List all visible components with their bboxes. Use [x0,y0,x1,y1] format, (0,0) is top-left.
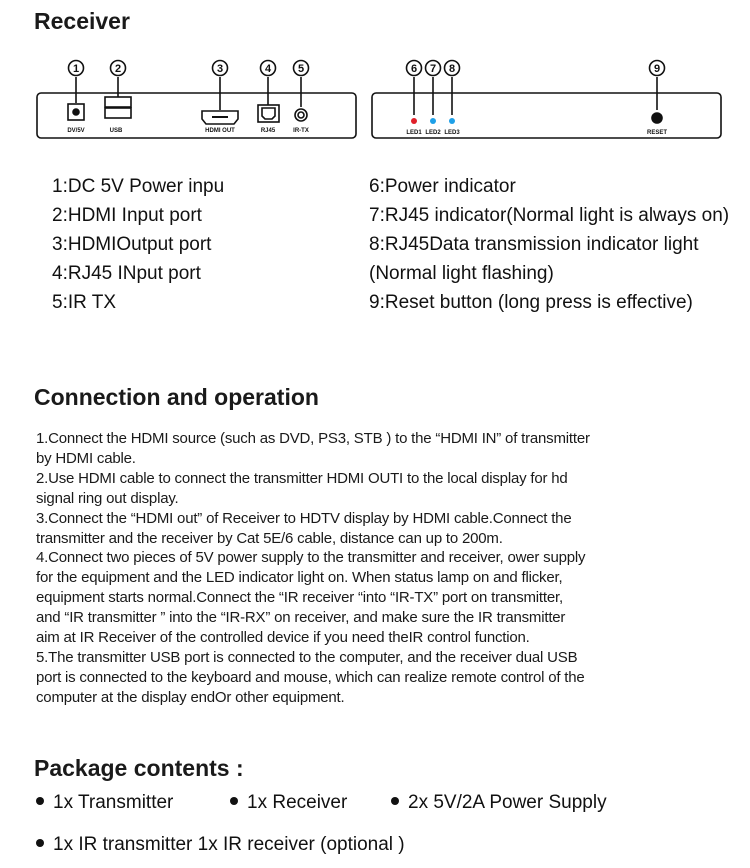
instruction-line: computer at the display endOr other equipment. [36,688,345,706]
legend-item: 2:HDMI Input port [52,205,202,226]
legend-item: 7:RJ45 indicator(Normal light is always on) [369,205,730,226]
instruction-line: port is connected to the keyboard and mouse, which can realize remote control of the [36,668,585,686]
instruction-line: aim at IR Receiver of the controlled device if you need theIR control function. [36,629,530,647]
package-item [36,834,405,856]
instruction-line: by HDMI cable. [36,449,136,467]
package-item-text: 1x IR transmitter 1x IR receiver (optional ) [53,834,405,855]
bullet-icon [391,797,399,805]
label-led2: LED2 [425,130,441,136]
legend-item: 5:IR TX [52,292,117,313]
port-label-hdmi: HDMI OUT [205,128,235,134]
reset-button-icon [652,113,662,123]
connection-heading: Connection and operation [34,384,319,410]
legend-item: 9:Reset button (long press is effective) [369,292,693,313]
bullet-icon [36,839,44,847]
ir-port-icon [295,109,307,121]
callout-7: 7 [429,63,437,75]
package-item [36,792,173,814]
legend-left [52,172,224,317]
port-label-rj45: RJ45 [260,128,276,134]
led2-indicator-icon [430,118,436,124]
port-label-ir: IR-TX [293,128,309,134]
back-panel [372,61,721,139]
legend-right [369,172,729,317]
package-item-text: 1x Transmitter [53,792,174,813]
package-item [230,792,347,814]
instruction-line: transmitter and the receiver by Cat 5E/6 cable, distance can up to 200m. [36,529,503,547]
port-label-dc: DV/5V [67,128,85,134]
legend-item: 6:Power indicator [369,176,516,197]
package-item-text: 2x 5V/2A Power Supply [408,792,607,813]
usb-port-icon [105,97,131,107]
connection-instructions [36,429,590,708]
label-led3: LED3 [444,130,460,136]
instruction-line: signal ring out display. [36,489,179,507]
callout-8: 8 [448,63,456,75]
legend-item: 3:HDMIOutput port [52,234,212,255]
receiver-panels-diagram [0,55,750,145]
callout-6: 6 [410,63,418,75]
legend-item: 1:DC 5V Power inpu [52,176,225,197]
callout-3: 3 [216,63,224,75]
label-led1: LED1 [406,130,422,136]
callout-2: 2 [114,63,122,75]
front-panel [37,61,356,139]
instruction-line: 4.Connect two pieces of 5V power supply to the transmitter and receiver, ower supply [36,549,586,567]
legend-item: 8:RJ45Data transmission indicator light [369,234,699,255]
callout-9: 9 [653,63,661,75]
package-item [391,792,607,814]
package-heading: Package contents : [34,755,244,781]
bullet-icon [230,797,238,805]
legend-item: 4:RJ45 INput port [52,263,201,284]
legend-item: (Normal light flashing) [369,263,554,284]
callout-1: 1 [72,63,80,75]
instruction-line: 3.Connect the “HDMI out” of Receiver to HDTV display by HDMI cable.Connect the [36,509,572,527]
instruction-line: 2.Use HDMI cable to connect the transmitter HDMI OUTI to the local display for hd [36,469,568,487]
receiver-heading: Receiver [34,8,130,34]
port-label-usb: USB [109,128,123,134]
callout-5: 5 [297,63,305,75]
label-reset: RESET [646,130,668,136]
callout-4: 4 [264,63,272,75]
instruction-line: 1.Connect the HDMI source (such as DVD, PS3, STB ) to the “HDMI IN” of transmitter [36,430,590,447]
instruction-line: and “IR transmitter ” into the “IR-RX” on receiver, and make sure the IR transmitter [36,609,566,627]
package-item-text: 1x Receiver [247,792,348,813]
led1-indicator-icon [411,118,417,124]
instruction-line: 5.The transmitter USB port is connected to the computer, and the receiver dual USB [36,648,578,666]
bullet-icon [36,797,44,805]
instruction-line: for the equipment and the LED indicator light on. When status lamp on and flicker, [36,569,563,587]
instruction-line: equipment starts normal.Connect the “IR receiver “into “IR-TX” port on transmitter, [36,589,563,607]
led3-indicator-icon [449,118,455,124]
